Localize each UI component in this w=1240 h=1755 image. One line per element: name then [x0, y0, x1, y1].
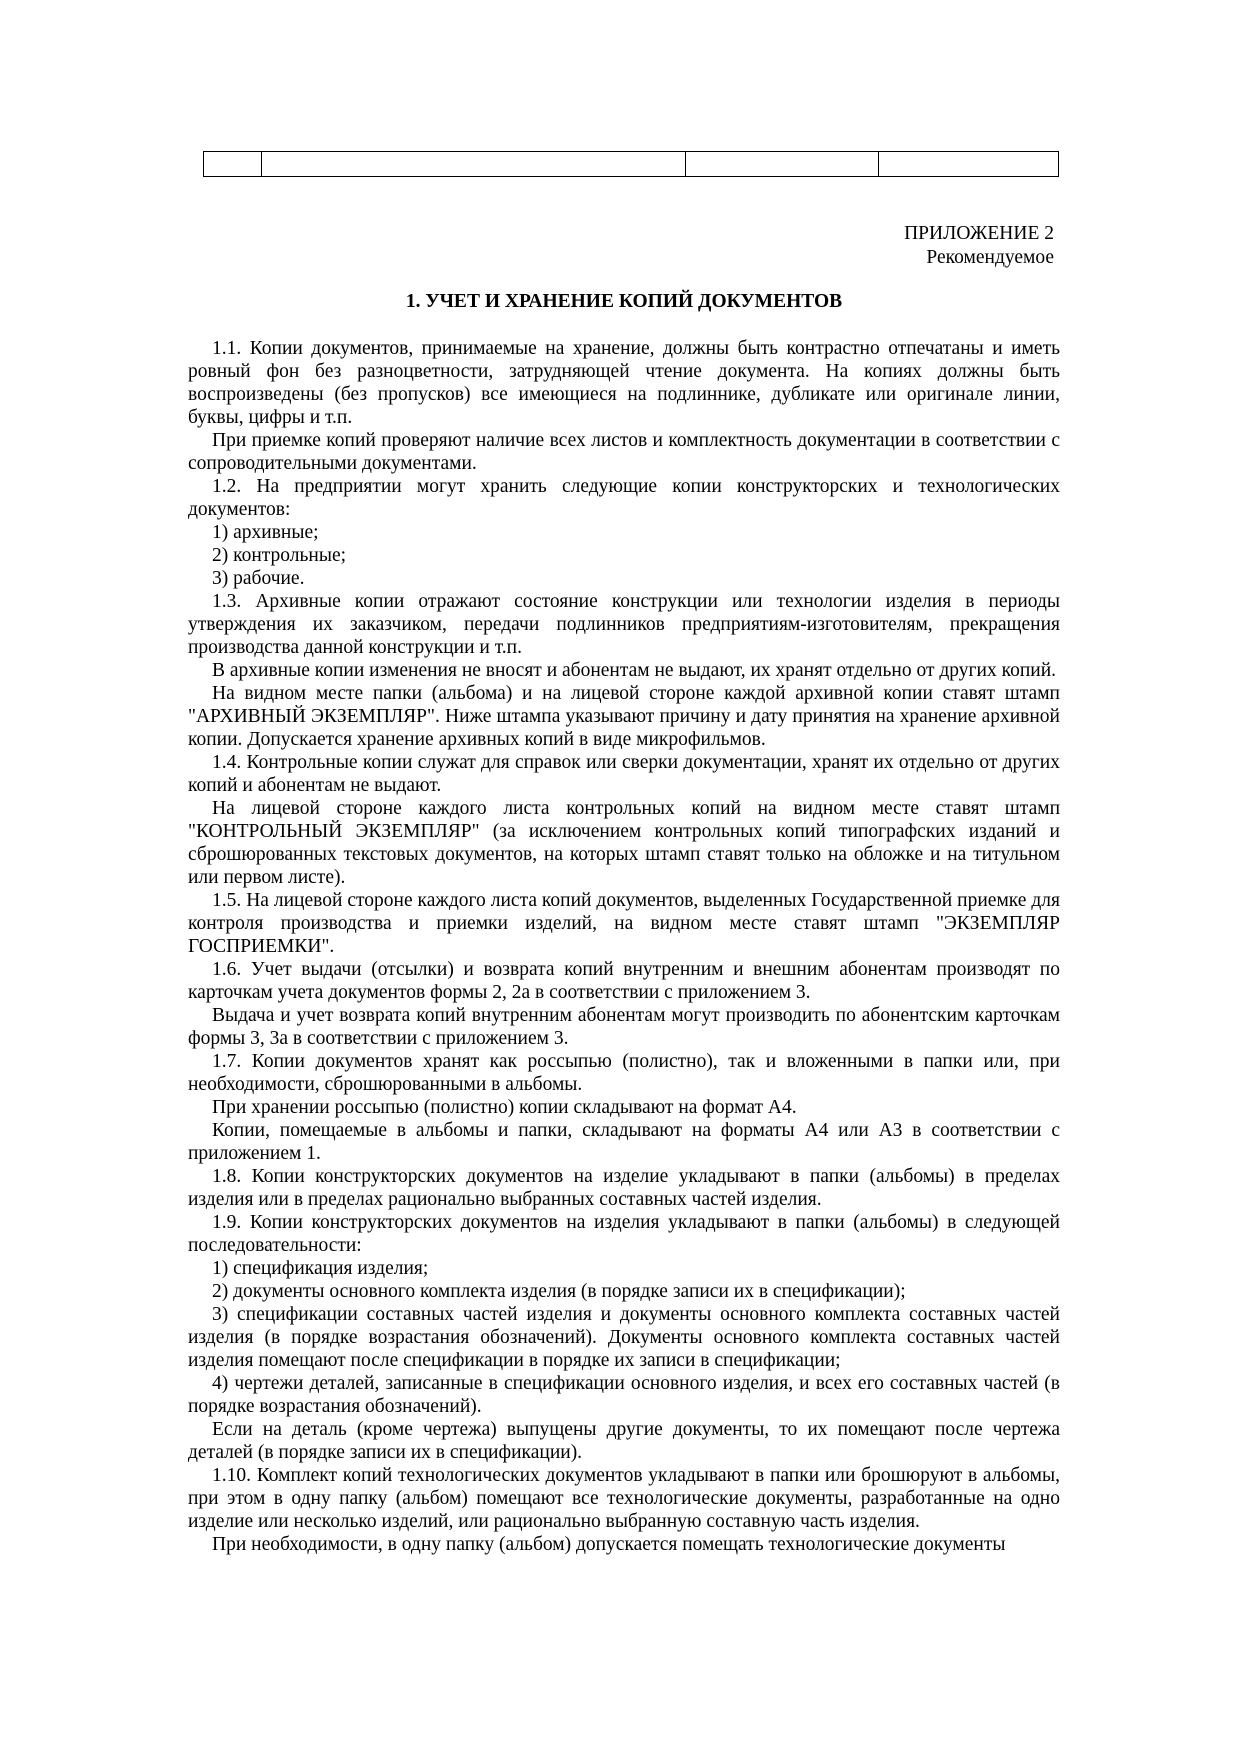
section-title: 1. УЧЕТ И ХРАНЕНИЕ КОПИЙ ДОКУМЕНТОВ — [405, 291, 843, 312]
paragraph: При необходимости, в одну папку (альбом) допускается помещать технологические документы — [212, 1534, 1006, 1555]
table-cell — [204, 152, 262, 177]
paragraph: При хранении россыпью (полистно) копии складывают на формат А4. — [212, 1097, 797, 1118]
table-row — [204, 152, 1059, 177]
paragraph: Копии, помещаемые в альбомы и папки, складывают на форматы А4 или А3 в соответствии с приложением 1. — [188, 1120, 1060, 1164]
table-cell — [686, 152, 879, 177]
paragraph: 1.3. Архивные копии отражают состояние конструкции или технологии изделия в периоды утверждения их заказчиком, передачи подлинников предприятиям-изготовителям, прекращения производства данной конструкции и т.п. — [188, 591, 1060, 658]
paragraph: На видном месте папки (альбома) и на лицевой стороне каждой архивной копии ставят штамп "АРХИВНЫЙ ЭКЗЕМПЛЯР". Ниже штампа указывают причину и дату принятия на хранение архивной копии. Допускается хранение архивных копий в виде микрофильмов. — [188, 683, 1060, 750]
paragraph: При приемке копий проверяют наличие всех листов и комплектность документации в соответствии с сопроводительными документами. — [188, 430, 1060, 474]
table-cell — [262, 152, 686, 177]
paragraph: На лицевой стороне каждого листа контрольных копий на видном месте ставят штамп "КОНТРОЛЬНЫЙ ЭКЗЕМПЛЯР" (за исключением контрольных копий типографских изданий и сброшюрованных текстовых документов, на которых штамп ставят только на обложке и на титульном или первом листе). — [188, 798, 1060, 888]
appendix-subtitle: Рекомендуемое — [926, 247, 1054, 268]
appendix-heading — [904, 222, 1054, 270]
paragraph: 1.9. Копии конструкторских документов на изделия укладывают в папки (альбомы) в следующей последовательности: — [188, 1212, 1060, 1256]
paragraph: 3) спецификации составных частей изделия и документы основного комплекта составных частей изделия (в порядке возрастания обозначений). Документы основного комплекта составных частей изделия помещают после спецификации в порядке их записи в спецификации; — [188, 1304, 1060, 1371]
paragraph: 2) контрольные; — [212, 545, 347, 566]
paragraph: 1.8. Копии конструкторских документов на изделие укладывают в папки (альбомы) в пределах изделия или в пределах рационально выбранных составных частей изделия. — [188, 1166, 1060, 1210]
document-body — [188, 337, 1060, 1556]
paragraph: 1.2. На предприятии могут хранить следующие копии конструкторских и технологических документов: — [188, 476, 1060, 520]
paragraph: В архивные копии изменения не вносят и абонентам не выдают, их хранят отдельно от других копий. — [212, 660, 1057, 681]
paragraph: 3) рабочие. — [212, 568, 305, 589]
paragraph: 1) спецификация изделия; — [212, 1258, 429, 1279]
header-table — [203, 151, 1059, 177]
table-cell — [879, 152, 1059, 177]
paragraph: 1.4. Контрольные копии служат для справок или сверки документации, хранят их отдельно от других копий и абонентам не выдают. — [188, 752, 1060, 796]
paragraph: 1.1. Копии документов, принимаемые на хранение, должны быть контрастно отпечатаны и иметь ровный фон без разноцветности, затрудняющей чтение документа. На копиях должны быть воспроизведены (без пропусков) все имеющиеся на подлиннике, дубликате или оригинале линии, буквы, цифры и т.п. — [188, 338, 1060, 428]
paragraph: 1.10. Комплект копий технологических документов укладывают в папки или брошюруют в альбомы, при этом в одну папку (альбом) помещают все технологические документы, разработанные на одно изделие или несколько изделий, или рационально выбранную составную часть изделия. — [188, 1465, 1060, 1532]
paragraph: 1.7. Копии документов хранят как россыпью (полистно), так и вложенными в папки или, при необходимости, сброшюрованными в альбомы. — [188, 1051, 1060, 1095]
paragraph: 1.6. Учет выдачи (отсылки) и возврата копий внутренним и внешним абонентам производят по карточкам учета документов формы 2, 2а в соответствии с приложением 3. — [188, 959, 1060, 1003]
paragraph: 2) документы основного комплекта изделия (в порядке записи их в спецификации); — [212, 1281, 906, 1302]
paragraph: Если на деталь (кроме чертежа) выпущены другие документы, то их помещают после чертежа деталей (в порядке записи их в спецификации). — [188, 1419, 1060, 1463]
appendix-title: ПРИЛОЖЕНИЕ 2 — [904, 223, 1054, 244]
paragraph: 1.5. На лицевой стороне каждого листа копий документов, выделенных Государственной приемке для контроля производства и приемки изделий, на видном месте ставят штамп "ЭКЗЕМПЛЯР ГОСПРИЕМКИ". — [188, 890, 1060, 957]
paragraph: 4) чертежи деталей, записанные в спецификации основного изделия, и всех его составных частей (в порядке возрастания обозначений). — [188, 1373, 1060, 1417]
paragraph: Выдача и учет возврата копий внутренним абонентам могут производить по абонентским карточкам формы 3, 3а в соответствии с приложением 3. — [188, 1005, 1060, 1049]
paragraph: 1) архивные; — [212, 522, 319, 543]
